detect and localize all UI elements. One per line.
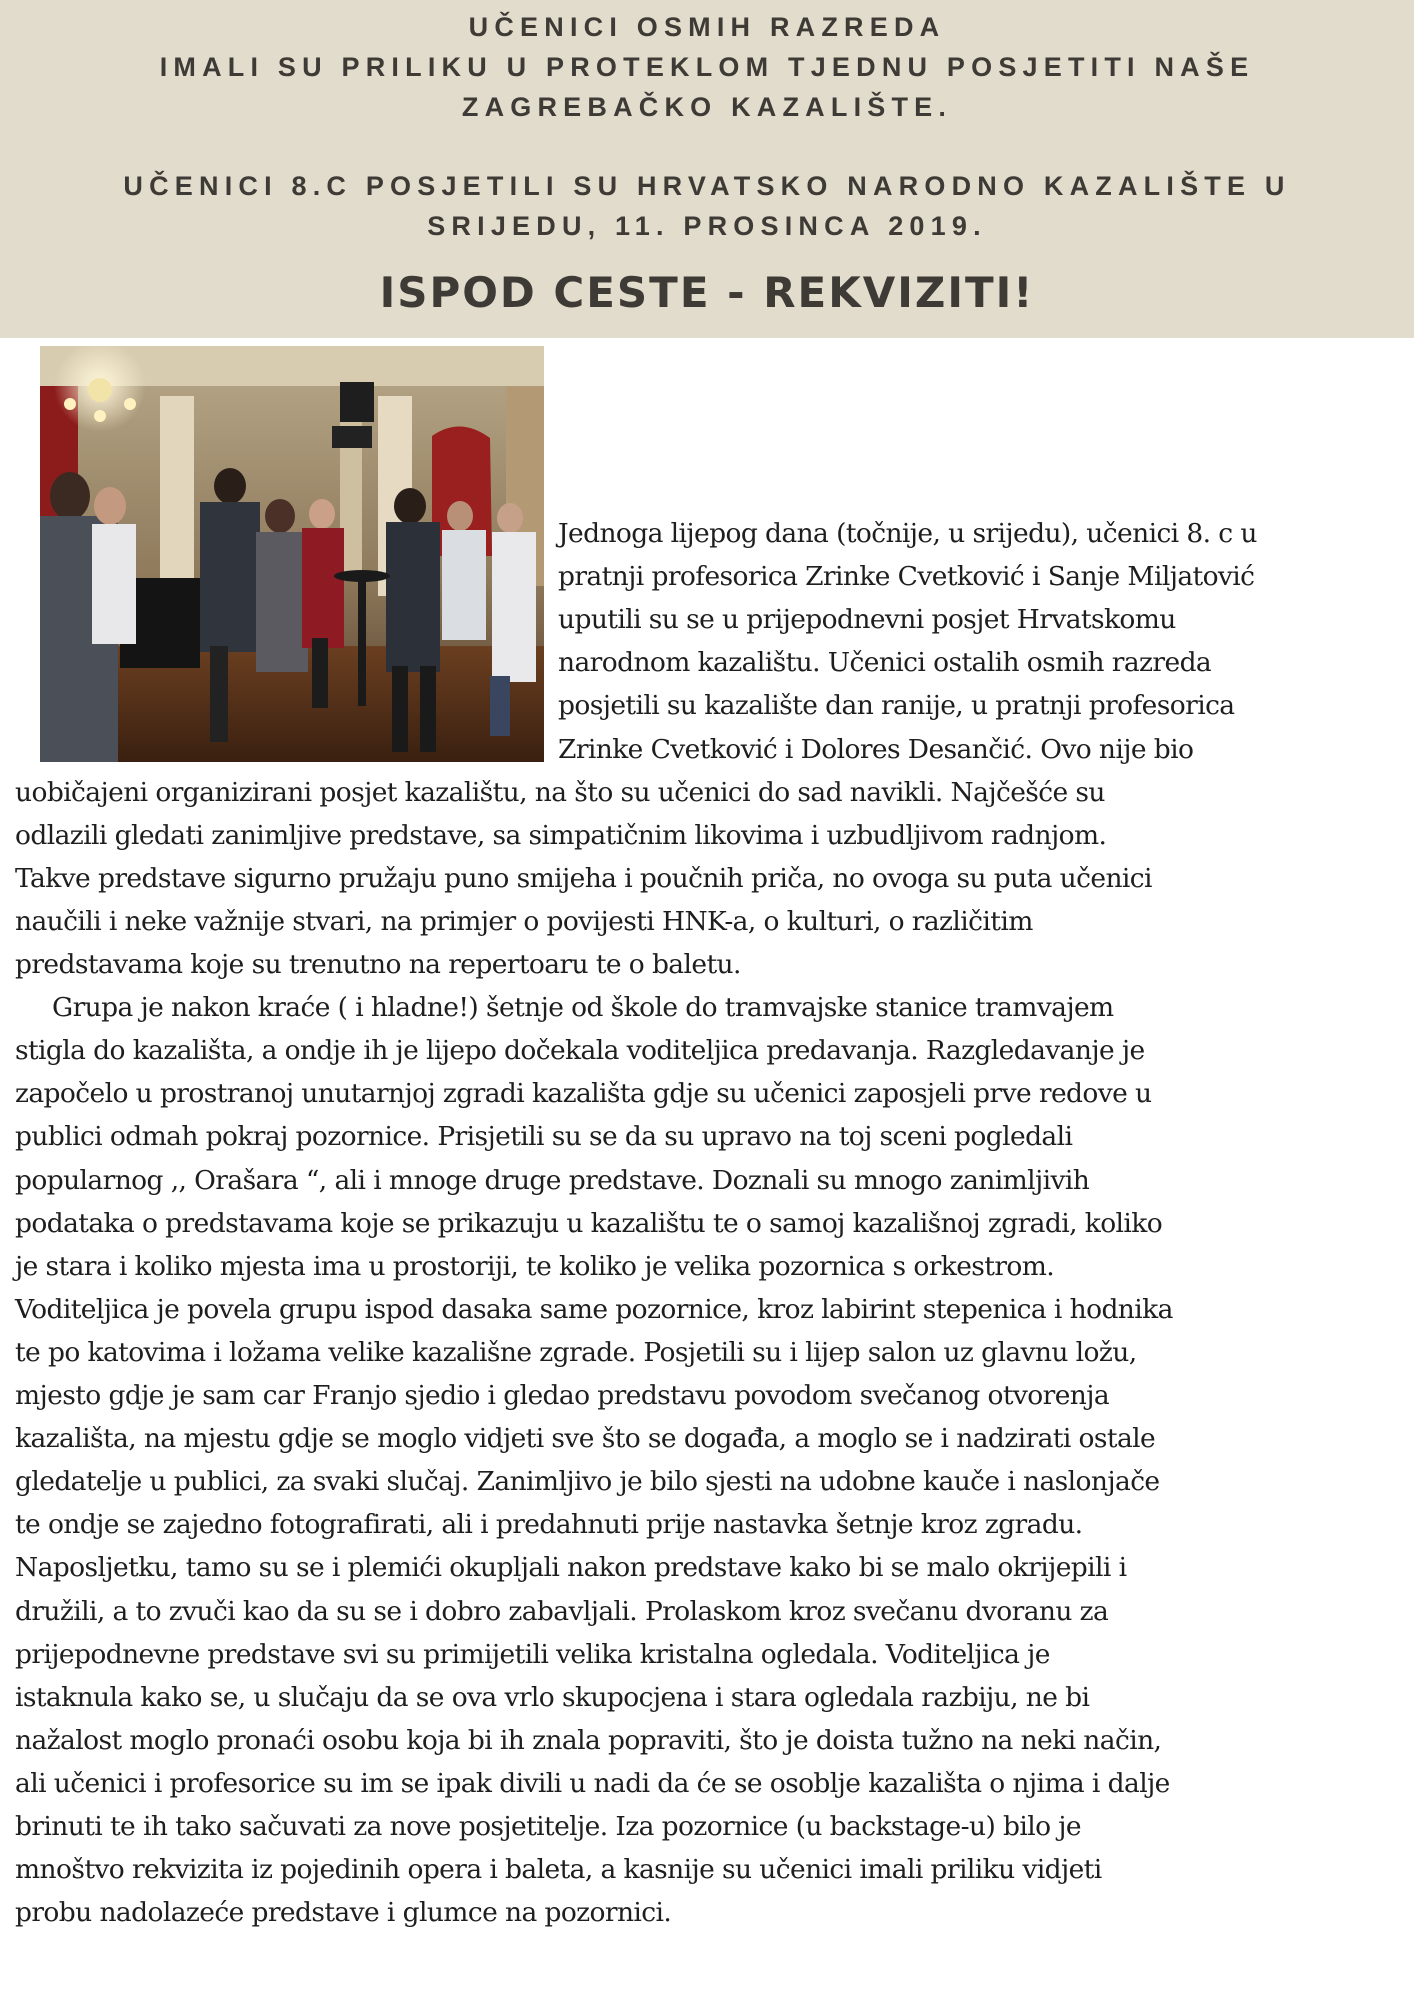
body-line: podataka o predstavama koje se prikazuju u kazalištu te o samoj kazališnoj zgradi, koliko — [15, 1208, 1163, 1239]
body-line: te ondje se zajedno fotografirati, ali i predahnuti prije nastavka šetnje kroz zgradu. — [15, 1509, 1083, 1540]
body-line: ali učenici i profesorice su im se ipak divili u nadi da će se osoblje kazališta o njima i dalje — [15, 1768, 1170, 1799]
body-line: gledatelje u publici, za svaki slučaj. Zanimljivo je bilo sjesti na udobne kauče i naslonjače — [15, 1466, 1160, 1497]
body-line: istaknula kako se, u slučaju da se ova vrlo skupocjena i stara ogledala razbiju, ne bi — [15, 1682, 1090, 1713]
body-line: posjetili su kazalište dan ranije, u pratnji profesorica — [558, 690, 1235, 721]
header-line-1: UČENICI OSMIH RAZREDA — [468, 12, 946, 42]
body-line: popularnog ,, Orašara “, ali i mnoge druge predstave. Doznali su mnogo zanimljivih — [15, 1165, 1090, 1196]
header-banner — [0, 0, 1414, 338]
body-line: Jednoga lijepog dana (točnije, u srijedu), učenici 8. c u — [558, 518, 1257, 549]
article-title: ISPOD CESTE - REKVIZITI! — [379, 268, 1035, 317]
body-line: kazališta, na mjestu gdje se moglo vidjeti sve što se događa, a moglo se i nadzirati ostale — [15, 1423, 1156, 1454]
body-line: Zrinke Cvetković i Dolores Desančić. Ovo nije bio — [558, 734, 1194, 765]
body-line: pratnji profesorica Zrinke Cvetković i Sanje Miljatović — [558, 561, 1255, 592]
body-line: te po katovima i ložama velike kazališne zgrade. Posjetili su i lijep salon uz glavnu ložu, — [15, 1337, 1137, 1368]
body-line: stigla do kazališta, a ondje ih je lijepo dočekala voditeljica predavanja. Razgledavanje je — [15, 1035, 1145, 1066]
body-line: družili, a to zvuči kao da su se i dobro zabavljali. Prolaskom kroz svečanu dvoranu za — [15, 1596, 1109, 1627]
body-line: uobičajeni organizirani posjet kazalištu, na što su učenici do sad navikli. Najčešće su — [15, 777, 1105, 808]
body-line: publici odmah pokraj pozornice. Prisjetili su se da su upravo na toj sceni pogledali — [15, 1121, 1073, 1152]
theatre-photo — [40, 346, 544, 762]
body-line: predstavama koje su trenutno na repertoaru te o baletu. — [15, 949, 741, 980]
header-line-5: SRIJEDU, 11. PROSINCA 2019. — [427, 211, 987, 241]
header-line-2: IMALI SU PRILIKU U PROTEKLOM TJEDNU POSJETITI NAŠE — [159, 52, 1255, 82]
body-line: Naposljetku, tamo su se i plemići okupljali nakon predstave kako bi se malo okrijepili i — [15, 1552, 1127, 1583]
header-line-3: ZAGREBAČKO KAZALIŠTE. — [461, 92, 953, 122]
body-line: mjesto gdje je sam car Franjo sjedio i gledao predstavu povodom svečanog otvorenja — [15, 1380, 1110, 1411]
body-line: je stara i koliko mjesta ima u prostoriji, te koliko je velika pozornica s orkestrom. — [15, 1251, 1055, 1282]
body-line: Grupa je nakon kraće ( i hladne!) šetnje od škole do tramvajske stanice tramvajem — [52, 992, 1114, 1023]
header-line-4: UČENICI 8.C POSJETILI SU HRVATSKO NARODNO KAZALIŠTE U — [123, 171, 1291, 201]
body-line: Takve predstave sigurno pružaju puno smijeha i poučnih priča, no ovoga su puta učenici — [15, 863, 1152, 894]
body-line: probu nadolazeće predstave i glumce na pozornici. — [15, 1897, 672, 1928]
body-line: naučili i neke važnije stvari, na primjer o povijesti HNK-a, o kulturi, o različitim — [15, 906, 1033, 937]
body-line: odlazili gledati zanimljive predstave, sa simpatičnim likovima i uzbudljivom radnjom. — [15, 820, 1107, 851]
body-line: prijepodnevne predstave svi su primijetili velika kristalna ogledala. Voditeljica je — [15, 1639, 1050, 1670]
body-line: mnoštvo rekvizita iz pojedinih opera i baleta, a kasnije su učenici imali priliku vidjeti — [15, 1854, 1102, 1885]
body-line: uputili su se u prijepodnevni posjet Hrvatskomu — [558, 604, 1176, 635]
body-line: brinuti te ih tako sačuvati za nove posjetitelje. Iza pozornice (u backstage-u) bilo je — [15, 1811, 1082, 1842]
body-line: započelo u prostranoj unutarnjoj zgradi kazališta gdje su učenici zaposjeli prve redove u — [15, 1078, 1152, 1109]
body-line: narodnom kazalištu. Učenici ostalih osmih razreda — [558, 647, 1212, 678]
body-line: nažalost moglo pronaći osobu koja bi ih znala popraviti, što je doista tužno na neki način, — [15, 1725, 1162, 1756]
body-line: Voditeljica je povela grupu ispod dasaka same pozornice, kroz labirint stepenica i hodnika — [15, 1294, 1173, 1325]
